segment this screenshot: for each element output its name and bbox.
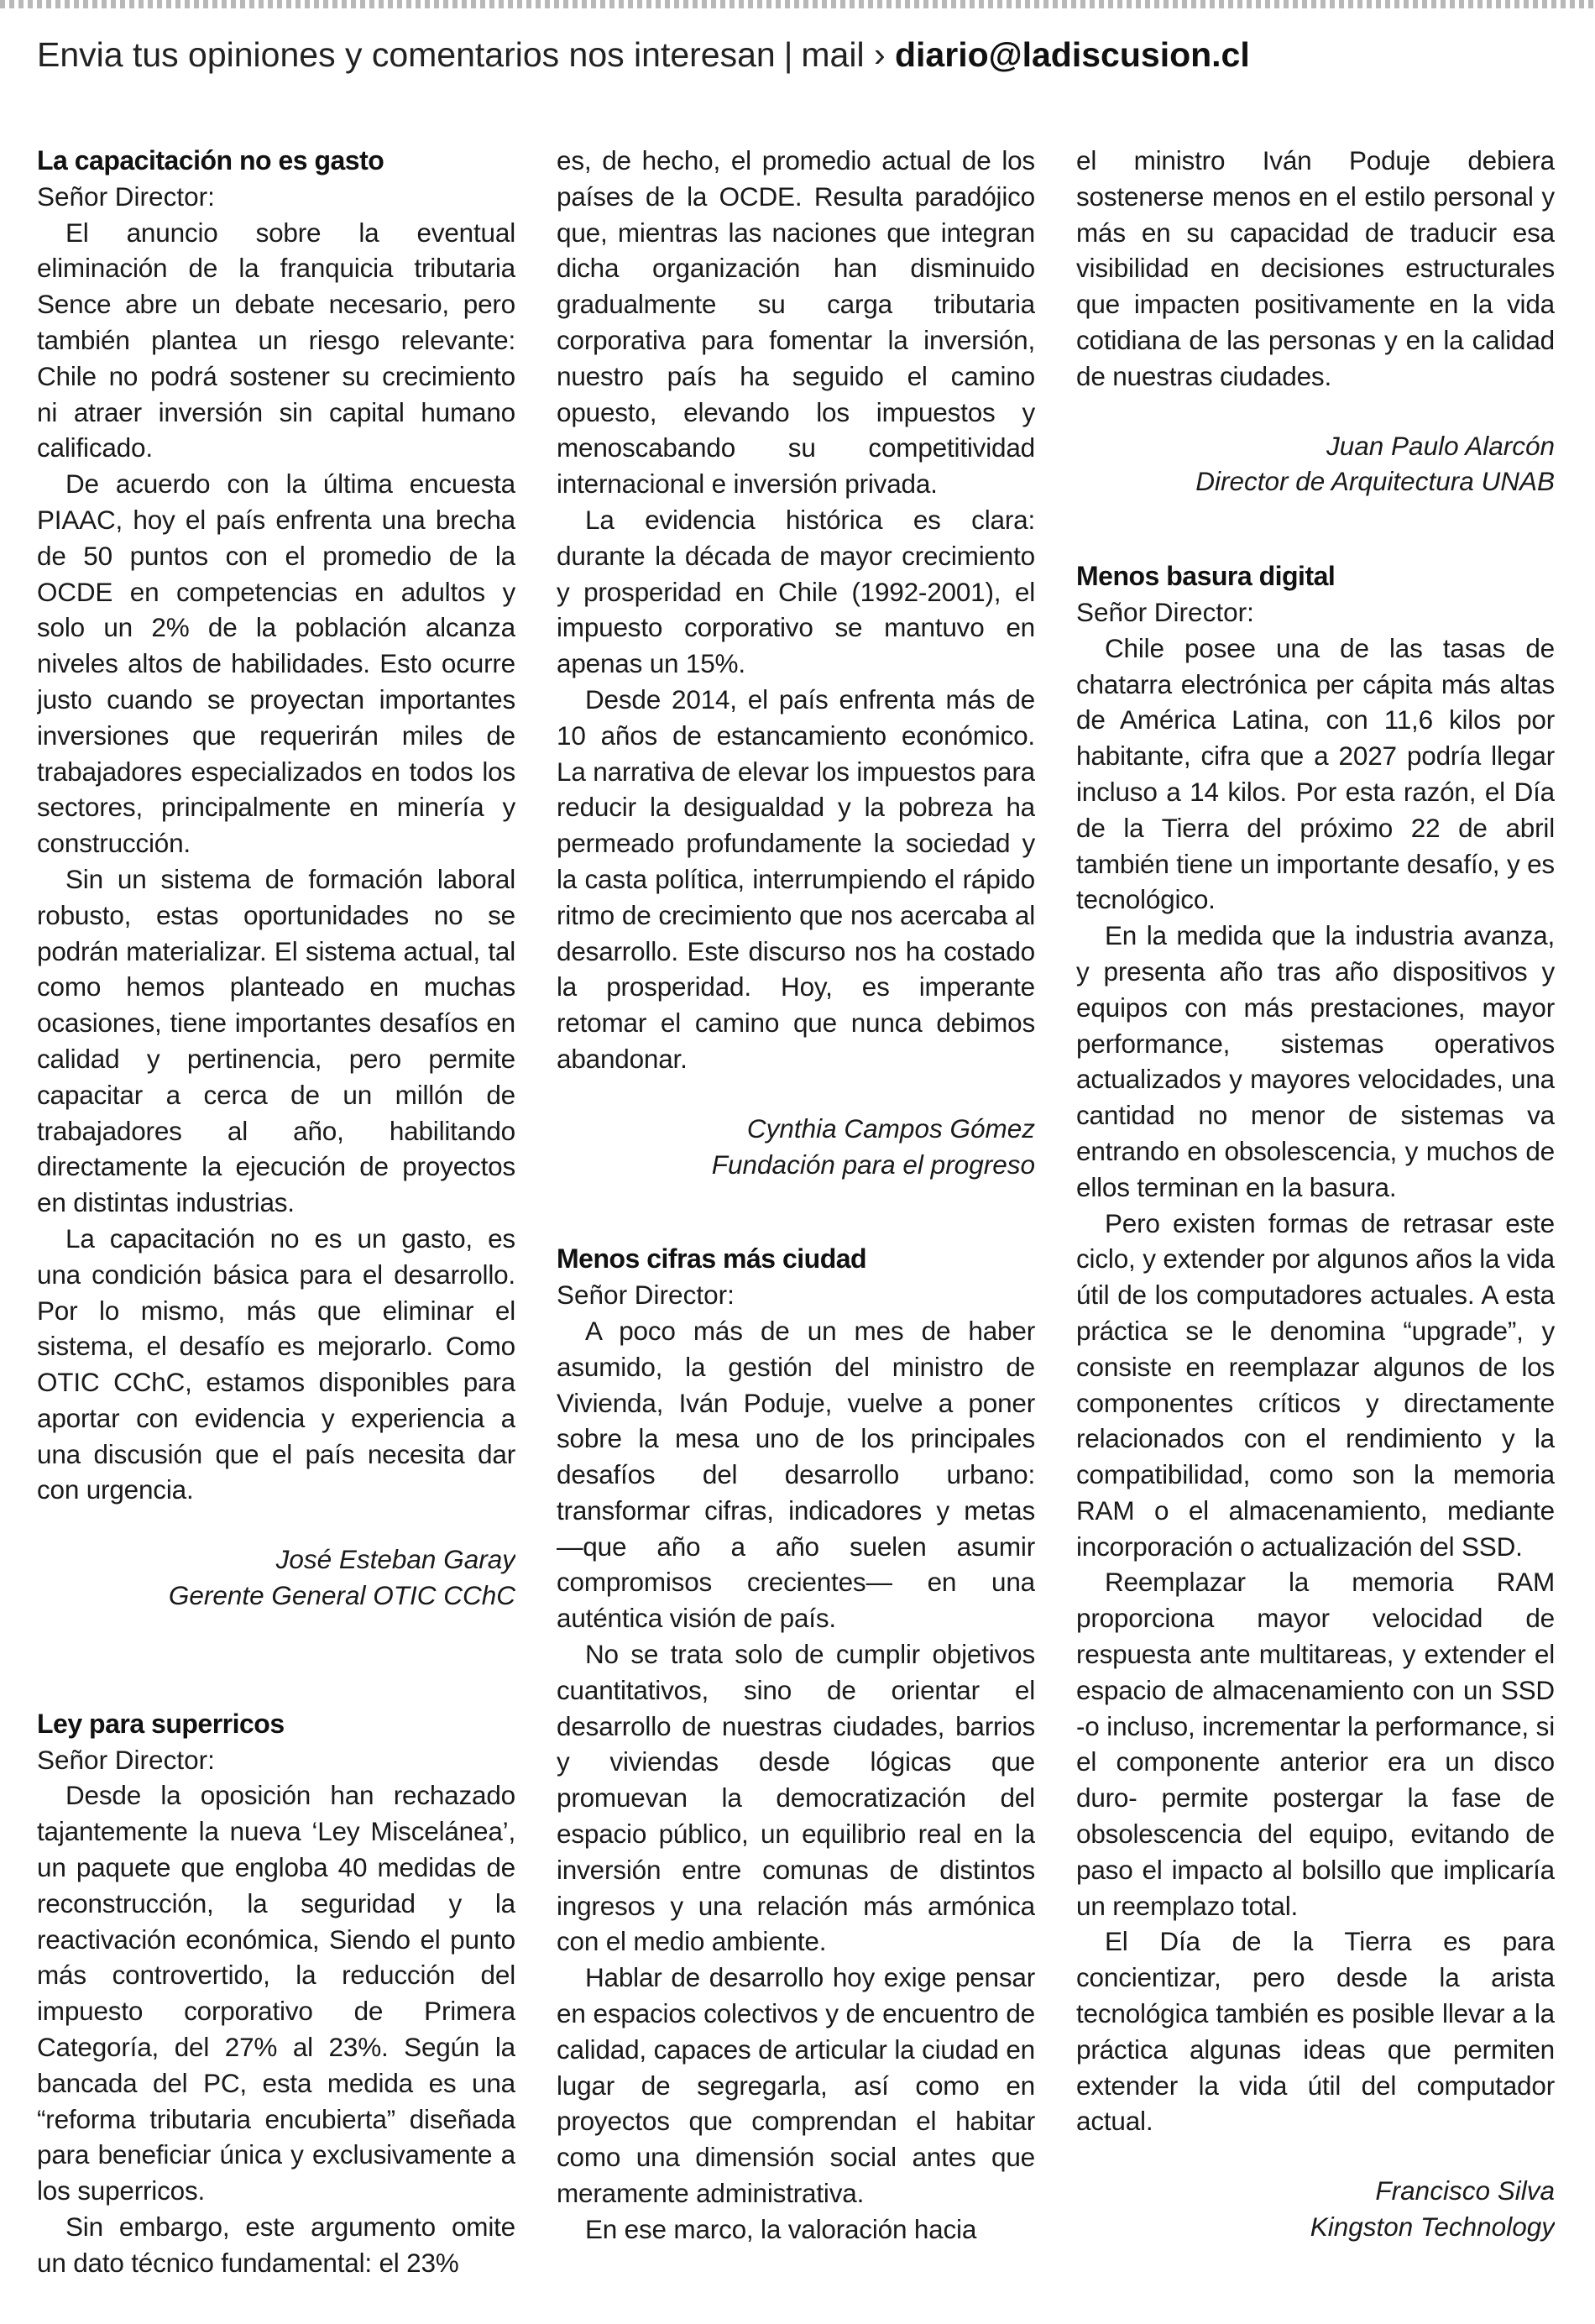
author-name: Francisco Silva [1375,2175,1555,2206]
paragraph: Hablar de desarrollo hoy exige pensar en espacios colectivos y de encuentro de calidad, capaces de articular la ciudad en lugar de segregarla, así como en proyectos que comprendan el habitar como una dimensión social antes que meramente administrativa. [557,1962,1035,2209]
email-link[interactable]: diario@ladiscusion.cl [895,35,1250,74]
paragraph: Desde la oposición han rechazado tajantemente la nueva ‘Ley Miscelánea’, un paquete que engloba 40 medidas de reconstrucción, la seguridad y la reactivación económica, Siendo el punto más controvertido, la reducción del impuesto corporativo de Primera Categoría, del 27% al 23%. Según la bancada del PC, esta medida es una “reforma tributaria encubierta” diseñada para beneficiar única y exclusivamente a los superricos. [37,1780,515,2206]
contact-header [37,25,1548,84]
paragraph: Pero existen formas de retrasar este ciclo, y extender por algunos años la vida útil de los computadores actuales. A esta práctica se le denomina “upgrade”, y consiste en reemplazar algunos de los componentes críticos y directamente relacionados con el rendimiento y la compatibilidad, como son la memoria RAM o el almacenamiento, mediante incorporación o actualización del SSD. [1076,1207,1555,1562]
paragraph: es, de hecho, el promedio actual de los países de la OCDE. Resulta paradójico que, mientras las naciones que integran dicha organización han disminuido gradualmente su carga tributaria corporativa para fomentar la inversión, nuestro país ha seguido el camino opuesto, elevando los impuestos y menoscabando su competitividad internacional e inversión privada. [557,145,1035,500]
top-border-rule [0,0,1595,8]
letter-superricos-continued [557,143,1035,1182]
letter-title: Ley para superricos [37,1708,285,1739]
paragraph: El anuncio sobre la eventual eliminación de la franquicia tributaria Sence abre un debate necesario, pero también plantea un riesgo relevante: Chile no podrá sostener su crecimiento ni atraer inversión sin capital humano calificado. [37,217,515,463]
author-name: José Esteban Garay [275,1544,515,1575]
signature [557,1111,1035,1183]
paragraph: No se trata solo de cumplir objetivos cuantitativos, sino de orientar el desarrollo de nuestras ciudades, barrios y viviendas desde lógicas que promuevan la democratización del espacio público, un equilibrio real en la inversión entre comunas de distintos ingresos y una relación más armónica con el medio ambiente. [557,1639,1035,1957]
letter-basura [1076,558,1555,2245]
salutation: Señor Director: [37,181,215,212]
paragraph: El Día de la Tierra es para concientizar, pero desde la arista tecnológica también es posible llevar a la práctica algunas ideas que permiten extender la vida útil del computador actual. [1076,1926,1555,2137]
author-role: Kingston Technology [1310,2211,1555,2243]
paragraph: En la medida que la industria avanza, y presenta año tras año dispositivos y equipos con más prestaciones, mayor performance, sistemas operativos actualizados y mayores velocidades, una cantidad no menor de sistemas va entrando en obsolescencia, y muchos de ellos terminan en la basura. [1076,920,1555,1202]
author-role: Gerente General OTIC CChC [168,1580,515,1611]
signature [1076,428,1555,500]
letter-ciudad-continued [1076,143,1555,500]
letter-title: Menos cifras más ciudad [557,1243,867,1275]
column-3 [1076,143,1555,2309]
letter-title: Menos basura digital [1076,561,1336,592]
paragraph: Chile posee una de las tasas de chatarra electrónica per cápita más altas de América Latina, con 11,6 kilos por habitante, cifra que a 2027 podría llegar incluso a 14 kilos. Por esta razón, el Día de la Tierra del próximo 22 de abril también tiene un importante desafío, y es tecnológico. [1076,632,1555,915]
header-separator: | [783,35,793,74]
paragraph: Reemplazar la memoria RAM proporciona mayor velocidad de respuesta ante multitareas, y extender el espacio de almacenamiento con un SSD -o incluso, incrementar la performance, si el componente anterior era un disco duro- permite postergar la fase de obsolescencia del equipo, evitando de paso el impacto al bolsillo que implicaría un reemplazo total. [1076,1567,1555,1921]
author-name: Cynthia Campos Gómez [746,1112,1035,1144]
signature [37,1541,515,1614]
paragraph: La capacitación no es un gasto, es una condición básica para el desarrollo. Por lo mismo, más que eliminar el sistema, el desafío es mejorarlo. Como OTIC CChC, estamos disponibles para aportar con evidencia y experiencia a una discusión que el país necesita dar con urgencia. [37,1222,515,1505]
signature [1076,2173,1555,2245]
paragraph: Sin un sistema de formación laboral robusto, estas oportunidades no se podrán materializar. El sistema actual, tal como hemos planteado en muchas ocasiones, tiene importantes desafíos en calidad y pertinencia, pero permite capacitar a cerca de un millón de trabajadores al año, habilitando directamente la ejecución de proyectos en distintas industrias. [37,863,515,1218]
column-1 [37,143,515,2309]
paragraph: De acuerdo con la última encuesta PIAAC, hoy el país enfrenta una brecha de 50 puntos con el promedio de la OCDE en competencias en adultos y solo un 2% de la población alcanza niveles altos de habilidades. Esto ocurre justo cuando se proyectan importantes inversiones que requerirán miles de trabajadores especializados en todos los sectores, principalmente en minería y construcción. [37,468,515,859]
salutation: Señor Director: [37,1744,215,1775]
letter-capacitacion [37,143,515,1614]
header-lead-text: Envia tus opiniones y comentarios nos interesan [37,35,776,74]
author-role: Director de Arquitectura UNAB [1195,466,1555,497]
author-role: Fundación para el progreso [711,1149,1035,1180]
paragraph: En ese marco, la valoración hacia [585,2213,977,2244]
column-2 [557,143,1035,2309]
letter-title: La capacitación no es gasto [37,145,384,175]
author-name: Juan Paulo Alarcón [1326,430,1555,461]
mail-label: mail › [801,35,886,74]
salutation: Señor Director: [1076,596,1254,627]
paragraph: Sin embargo, este argumento omite un dato técnico fundamental: el 23% [37,2211,515,2278]
paragraph: La evidencia histórica es clara: durante la década de mayor crecimiento y prosperidad en Chile (1992-2001), el impuesto corporativo se mantuvo en apenas un 15%. [557,504,1035,679]
paragraph: Desde 2014, el país enfrenta más de 10 años de estancamiento económico. La narrativa de elevar los impuestos para reducir la desigualdad y la pobreza ha permeado profundamente la sociedad y la casta política, interrumpiendo el rápido ritmo de crecimiento que nos acercaba al desarrollo. Este discurso nos ha costado la prosperidad. Hoy, es imperante retomar el camino que nunca debimos abandonar. [557,683,1035,1074]
letter-ciudad [557,1241,1035,2247]
letter-superricos [37,1706,515,2281]
paragraph: el ministro Iván Poduje debiera sostenerse menos en el estilo personal y más en su capacidad de traducir esa visibilidad en decisiones estructurales que impacten positivamente en la vida cotidiana de las personas y en la calidad de nuestras ciudades. [1076,145,1555,391]
salutation: Señor Director: [557,1280,735,1311]
paragraph: A poco más de un mes de haber asumido, la gestión del ministro de Vivienda, Iván Poduje, vuelve a poner sobre la mesa uno de los principales desafíos del desarrollo urbano: transformar cifras, indicadores y metas —que año a año suelen asumir compromisos crecientes— en una auténtica visión de país. [557,1315,1035,1634]
